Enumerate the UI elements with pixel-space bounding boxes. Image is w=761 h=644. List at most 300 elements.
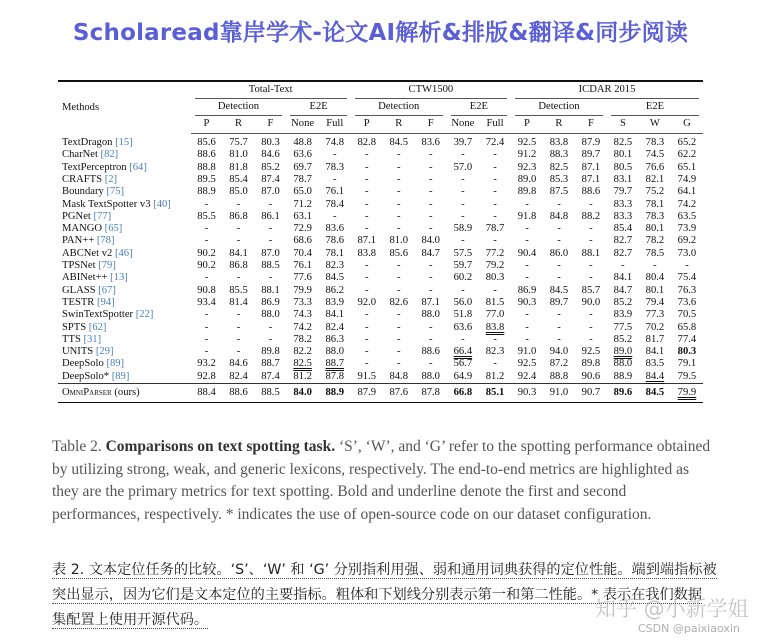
method-name [58, 334, 191, 346]
metric-value: 63.1 [293, 210, 312, 222]
metric-value: - [204, 235, 209, 247]
method-name [58, 346, 191, 358]
methods-header: Methods [58, 81, 191, 134]
group-header: E2E [286, 99, 350, 116]
metric-value: 86.3 [325, 333, 345, 345]
metric-value: 83.8 [357, 247, 377, 259]
dataset-header: Total-Text [191, 81, 351, 99]
method-label: TTS [62, 333, 84, 345]
metric-value: 84.7 [613, 284, 633, 296]
metric-value: 84.8 [389, 370, 408, 382]
metric-value: - [236, 309, 241, 321]
metric-value: - [557, 223, 561, 235]
metric-value: - [236, 333, 241, 345]
metric-value: 82.4 [229, 370, 248, 382]
metric-value: 78.7 [485, 223, 505, 235]
table-row [58, 174, 703, 186]
metric-value: 78.3 [645, 210, 665, 222]
metric-value: 78.2 [293, 333, 312, 345]
metric-value: - [493, 284, 497, 296]
metric-value: 85.6 [389, 247, 408, 259]
metric-value: 87.8 [325, 370, 345, 382]
metric-value: 78.1 [325, 247, 345, 259]
metric-value: 83.6 [421, 137, 440, 149]
metric-value: 83.5 [645, 358, 665, 370]
metric-value: 80.5 [613, 161, 633, 173]
metric-value: - [396, 210, 401, 222]
metric-value: 76.1 [293, 260, 312, 272]
metric-header: Full [479, 116, 511, 134]
metric-value: 64.1 [677, 186, 697, 198]
metric-value: - [525, 272, 529, 284]
method-label: Mask TextSpotter v3 [62, 198, 154, 210]
method-label: GLASS [62, 284, 99, 296]
citation-ref: [31] [83, 333, 102, 345]
metric-value: 88.0 [261, 309, 280, 321]
metric-value: - [236, 272, 241, 284]
metric-value: - [396, 272, 401, 284]
citation-ref: [22] [135, 309, 154, 321]
metric-value: 39.7 [453, 137, 473, 149]
method-name [58, 371, 191, 384]
metric-value: - [461, 149, 465, 161]
metric-value: 63.6 [293, 149, 312, 161]
metric-value: - [525, 235, 529, 247]
metric-value: - [493, 186, 497, 198]
metric-value: - [204, 198, 209, 210]
citation-ref: [75] [106, 186, 125, 198]
metric-header: P [351, 116, 383, 134]
metric-value: 83.6 [325, 223, 345, 235]
metric-value: 92.8 [197, 370, 216, 382]
metric-value: 88.0 [613, 358, 633, 370]
metric-value: 90.4 [517, 247, 537, 259]
method-label: TextDragon [62, 136, 116, 148]
metric-value: - [525, 309, 529, 321]
translation-line: 表 2. 文本定位任务的比较。‘S’、‘W’ 和 ‘G’ 分别指利用强、弱和通用词典获得的定位性能。端到端指标被 [52, 562, 717, 578]
table-row [58, 186, 703, 198]
metric-value: 87.9 [581, 137, 601, 149]
citation-ref: [40] [153, 198, 171, 210]
metric-value: 58.9 [453, 223, 473, 235]
metric-value: 89.5 [197, 173, 216, 185]
metric-value: - [428, 333, 433, 345]
method-name [58, 186, 191, 198]
metric-value: - [589, 223, 593, 235]
table-row [58, 223, 703, 235]
metric-value: - [589, 272, 593, 284]
metric-value: 88.6 [223, 383, 255, 402]
metric-value: 68.6 [293, 235, 312, 247]
metric-value: 87.2 [549, 358, 569, 370]
metric-value: - [525, 321, 529, 333]
metric-value: 57.0 [453, 161, 473, 173]
metric-value: 92.5 [517, 358, 537, 370]
metric-value: - [557, 272, 561, 284]
method-label: ABINet++ [62, 272, 111, 284]
metric-value: 91.0 [517, 346, 537, 358]
metric-value: 88.5 [261, 260, 280, 272]
metric-value: 86.8 [229, 260, 248, 272]
metric-value: 87.1 [581, 173, 601, 185]
metric-value: 88.6 [581, 186, 601, 198]
metric-value: 83.9 [325, 296, 345, 308]
metric-value: 79.9 [293, 284, 312, 296]
metric-value: 87.6 [383, 383, 415, 402]
metric-value: 86.9 [261, 296, 280, 308]
metric-value: - [332, 149, 337, 161]
group-header: Detection [351, 99, 447, 116]
method-name [58, 248, 191, 260]
metric-value: 60.2 [453, 272, 473, 284]
metric-value: - [364, 161, 369, 173]
metric-value: 74.3 [293, 309, 312, 321]
metric-value: 80.3 [261, 137, 280, 149]
citation-ref: [29] [95, 346, 114, 358]
metric-value: 89.8 [581, 358, 601, 370]
metric-value: 81.2 [293, 370, 312, 382]
table-row [58, 358, 703, 370]
citation-ref: [65] [104, 223, 123, 235]
method-label: UNITS [62, 346, 96, 358]
metric-value: - [428, 358, 433, 370]
metric-header: W [639, 116, 671, 134]
metric-value: 88.6 [197, 149, 216, 161]
table-row [58, 235, 703, 247]
metric-value: - [428, 321, 433, 333]
table-row [58, 309, 703, 321]
metric-value: 87.4 [261, 370, 280, 382]
method-name [58, 321, 191, 333]
citation-ref: [89] [106, 358, 125, 370]
citation-ref: [79] [98, 260, 116, 272]
metric-value: 87.1 [357, 235, 377, 247]
metric-value: - [493, 333, 497, 345]
metric-value: - [396, 223, 401, 235]
metric-value: 83.1 [613, 173, 633, 185]
method-name [58, 272, 191, 284]
metric-value: - [525, 333, 529, 345]
metric-value: - [428, 198, 433, 210]
metric-value: 85.4 [229, 173, 248, 185]
metric-value: 87.0 [261, 247, 280, 259]
metric-value: - [493, 235, 497, 247]
underlined-value: 66.4 [453, 346, 473, 358]
metric-value: 88.4 [191, 383, 223, 402]
method-name [58, 162, 191, 174]
metric-value: 78.3 [325, 161, 345, 173]
metric-value: - [461, 198, 465, 210]
metric-value: 77.0 [485, 309, 505, 321]
table-row [58, 211, 703, 223]
group-header: Detection [511, 99, 607, 116]
metric-value: 78.4 [325, 198, 345, 210]
table-row [58, 272, 703, 284]
metric-value: 73.0 [677, 247, 697, 259]
metric-value: 59.7 [453, 260, 473, 272]
metric-value: - [364, 284, 369, 296]
metric-value: 80.1 [645, 284, 665, 296]
metric-value: 64.9 [453, 370, 473, 382]
metric-value: 81.7 [645, 333, 665, 345]
metric-value: 91.5 [357, 370, 377, 382]
metric-value: 83.3 [613, 198, 633, 210]
citation-ref: [64] [129, 161, 147, 173]
metric-value: 83.9 [613, 309, 633, 321]
metric-value: 88.9 [197, 186, 216, 198]
metric-value: 88.6 [421, 346, 440, 358]
table-row [58, 162, 703, 174]
method-label: PAN++ [62, 235, 97, 247]
metric-value: 90.6 [581, 370, 601, 382]
metric-header: R [383, 116, 415, 134]
metric-value: - [364, 333, 369, 345]
metric-value: - [396, 346, 401, 358]
citation-ref: [89] [111, 370, 130, 382]
metric-value: 80.4 [645, 272, 665, 284]
metric-value: 70.2 [645, 321, 665, 333]
metric-value: 72.9 [293, 223, 312, 235]
metric-value [319, 358, 351, 370]
metric-value: 91.2 [517, 149, 537, 161]
method-label: PGNet [62, 210, 94, 222]
metric-value: - [493, 198, 497, 210]
metric-value: 83.3 [613, 210, 633, 222]
metric-value [447, 346, 479, 358]
metric-value: 83.8 [549, 137, 569, 149]
citation-ref: [94] [97, 296, 115, 308]
metric-value [671, 383, 703, 402]
metric-value: - [428, 260, 433, 272]
metric-value: 76.1 [325, 186, 345, 198]
method-label: TESTR [62, 296, 98, 308]
metric-header: R [543, 116, 575, 134]
metric-value: 75.2 [645, 186, 665, 198]
metric-value: - [557, 333, 561, 345]
metric-value: - [589, 321, 593, 333]
metric-value: 56.7 [453, 358, 473, 370]
table-row [58, 248, 703, 260]
underlined-value: 83.8 [485, 321, 505, 333]
metric-value: 88.8 [197, 161, 216, 173]
metric-value: - [236, 198, 241, 210]
metric-value: 85.1 [479, 383, 511, 402]
metric-value: 88.9 [319, 383, 351, 402]
metric-value: 80.1 [613, 149, 633, 161]
metric-value: 84.7 [421, 247, 440, 259]
metric-value: 77.4 [677, 333, 697, 345]
banner-title: Scholaread靠岸学术-论文AI解析&排版&翻译&同步阅读 [72, 20, 689, 46]
metric-value: - [461, 173, 465, 185]
method-label: ABCNet v2 [62, 247, 115, 259]
metric-value: - [428, 272, 433, 284]
metric-value: 87.1 [581, 161, 601, 173]
underlined-value: 89.0 [613, 346, 633, 358]
metric-value: 78.6 [325, 235, 345, 247]
table-row [58, 149, 703, 161]
metric-value: 75.7 [229, 137, 248, 149]
metric-value: - [428, 210, 433, 222]
metric-value: 90.0 [581, 296, 601, 308]
metric-header: Full [319, 116, 351, 134]
metric-value: 81.5 [485, 296, 505, 308]
metric-header: F [415, 116, 447, 134]
metric-value: 82.4 [325, 321, 345, 333]
underlined-value: 88.7 [325, 358, 345, 370]
metric-value: - [268, 333, 273, 345]
metric-value: 92.3 [517, 161, 537, 173]
metric-value: 69.2 [677, 235, 697, 247]
comparison-table [58, 80, 703, 403]
metric-value: - [493, 149, 497, 161]
metric-value: 51.8 [453, 309, 473, 321]
metric-value: - [428, 161, 433, 173]
table-row [58, 297, 703, 309]
method-name [58, 260, 191, 272]
metric-value: - [525, 198, 529, 210]
metric-value: 86.9 [517, 284, 537, 296]
metric-value: 84.0 [421, 235, 440, 247]
metric-value: 84.5 [325, 272, 345, 284]
metric-value: - [236, 235, 241, 247]
metric-value: 93.4 [197, 296, 216, 308]
metric-value: 89.0 [517, 173, 537, 185]
table-row [58, 346, 703, 358]
metric-header: P [511, 116, 543, 134]
method-name: OmniParser (ours) [58, 383, 191, 402]
metric-value: 86.1 [261, 210, 280, 222]
metric-value: - [236, 321, 241, 333]
metric-value: 88.1 [261, 284, 280, 296]
metric-value: 85.2 [261, 161, 280, 173]
metric-value: 82.5 [613, 137, 633, 149]
metric-value: - [268, 235, 273, 247]
metric-value: - [268, 198, 273, 210]
metric-value: - [396, 198, 401, 210]
metric-value: 63.6 [453, 321, 473, 333]
metric-value: 89.7 [581, 149, 601, 161]
metric-value: - [204, 272, 209, 284]
metric-value: 74.2 [293, 321, 312, 333]
dataset-header: ICDAR 2015 [511, 81, 703, 99]
metric-value: 86.2 [325, 284, 345, 296]
metric-value: 92.0 [357, 296, 377, 308]
metric-value: 92.4 [517, 370, 537, 382]
metric-value: - [493, 358, 497, 370]
metric-value: - [493, 210, 497, 222]
metric-value: 73.6 [677, 296, 697, 308]
group-header: Detection [191, 99, 287, 116]
metric-value: - [396, 309, 401, 321]
caption-body: ‘S’, ‘W’, and ‘G’ refer to the spotting performance obtained by utilizing strong, weak, and generic lexicons, respectively. The end-to-end metrics are highlighted as they are the primary metrics for text spotting. Bold and underline denote the first and second performances, respectively. * indicates the use of open-source code on our dataset configuration. [52, 438, 711, 523]
method-name [58, 134, 191, 150]
metric-value: - [396, 333, 401, 345]
caption-label: Table 2. [52, 438, 102, 455]
metric-value: 65.0 [293, 186, 312, 198]
metric-value: - [557, 198, 561, 210]
translation-line: 集配置上使用开源代码。 [52, 612, 209, 628]
table-row-ours [58, 383, 703, 402]
metric-header: F [575, 116, 607, 134]
metric-value: 84.0 [286, 383, 318, 402]
metric-value: 91.8 [517, 210, 537, 222]
metric-value: - [332, 210, 337, 222]
metric-value: 78.7 [293, 173, 312, 185]
metric-value: 94.0 [549, 346, 569, 358]
metric-value: - [332, 173, 337, 185]
metric-value: 85.6 [197, 137, 216, 149]
metric-value: 87.0 [261, 186, 280, 198]
metric-value: - [364, 309, 369, 321]
metric-value: 88.5 [254, 383, 286, 402]
metric-value: 76.3 [677, 284, 697, 296]
metric-value: 86.0 [549, 247, 569, 259]
metric-value: - [396, 284, 401, 296]
metric-value: 85.0 [229, 186, 248, 198]
metric-value: 82.8 [357, 137, 377, 149]
metric-value: - [428, 223, 433, 235]
metric-value: 84.1 [325, 309, 345, 321]
metric-value: 70.4 [293, 247, 312, 259]
metric-header: P [191, 116, 223, 134]
metric-value: - [364, 272, 369, 284]
metric-value: - [364, 186, 369, 198]
metric-value: 75.4 [677, 272, 697, 284]
metric-value: 87.8 [415, 383, 447, 402]
metric-value: 66.8 [447, 383, 479, 402]
metric-value: 74.5 [645, 149, 665, 161]
metric-value: 85.7 [581, 284, 601, 296]
metric-value: 77.6 [293, 272, 312, 284]
metric-value: - [557, 235, 561, 247]
metric-value: - [428, 186, 433, 198]
method-name [58, 211, 191, 223]
underlined-value: 84.4 [645, 370, 665, 382]
metric-value: 82.6 [389, 296, 408, 308]
dataset-header: CTW1500 [351, 81, 511, 99]
metric-header: None [286, 116, 318, 134]
metric-value: - [204, 309, 209, 321]
method-name [58, 149, 191, 161]
metric-value: 88.9 [613, 370, 633, 382]
metric-value: 84.8 [549, 210, 569, 222]
metric-value: - [557, 260, 561, 272]
metric-value: - [364, 346, 369, 358]
metric-value: 88.2 [581, 210, 601, 222]
metric-value: 88.0 [421, 309, 440, 321]
metric-value: 69.7 [293, 161, 312, 173]
metric-value: 74.8 [325, 137, 345, 149]
metric-value [479, 321, 511, 333]
metric-value: 82.5 [549, 161, 569, 173]
method-label: MANGO [62, 223, 105, 235]
metric-value: - [396, 186, 401, 198]
metric-value: 57.5 [453, 247, 473, 259]
metric-value: - [396, 358, 401, 370]
metric-value: - [685, 260, 689, 272]
metric-value: - [428, 173, 433, 185]
metric-header: F [254, 116, 286, 134]
metric-value: 87.4 [261, 173, 280, 185]
table-row [58, 285, 703, 297]
citation-ref: [15] [115, 136, 133, 148]
metric-value: - [204, 333, 209, 345]
csdn-watermark: CSDN @paixiaoxin [638, 622, 740, 635]
metric-value: 84.5 [639, 383, 671, 402]
metric-value: 63.5 [677, 210, 697, 222]
metric-value: - [557, 321, 561, 333]
metric-value: - [461, 333, 465, 345]
